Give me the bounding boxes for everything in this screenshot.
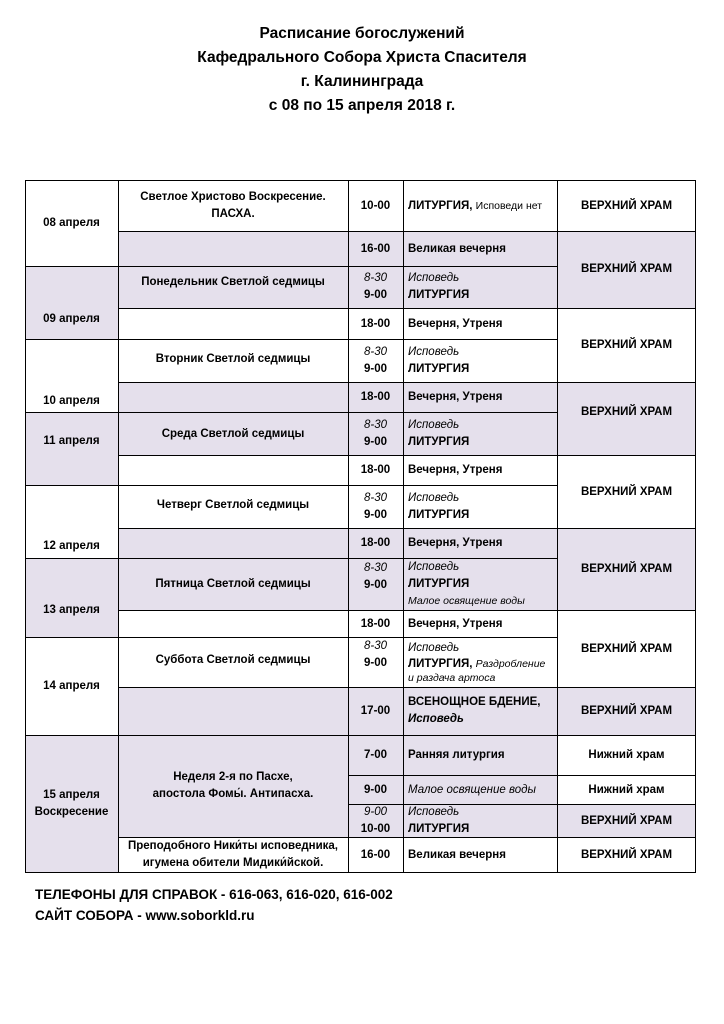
site-line: САЙТ СОБОРА - www.soborkld.ru: [35, 908, 255, 923]
time-cell: 16-00: [348, 231, 403, 266]
feast-label: Вторник Светлой седмицы: [155, 353, 311, 365]
place-cell: Нижний храм: [588, 783, 665, 796]
feast-cell-empty: [118, 231, 348, 266]
date-cell: 12 апреля: [43, 539, 100, 552]
feast-cell-empty: [118, 382, 348, 412]
feast-cell: Среда Светлой седмицы: [118, 412, 348, 455]
date-cell: 13 апреля: [25, 558, 118, 637]
place-cell: ВЕРХНИЙ ХРАМ: [580, 642, 673, 655]
feast-cell-empty: [118, 455, 348, 485]
service-cell: Исповедь ЛИТУРГИЯ: [403, 804, 557, 837]
feast-cell-empty: [118, 528, 348, 558]
service-cell: Вечерня, Утреня: [408, 317, 503, 330]
service-cell: Ранняя литургия: [403, 735, 557, 775]
service-cell: Вечерня, Утреня: [408, 464, 503, 476]
date-cell: 14 апреля: [43, 680, 100, 692]
feast-cell: Понедельник Светлой седмицы: [118, 266, 348, 308]
footer: [35, 884, 393, 926]
service-cell: Исповедь ЛИТУРГИЯ: [408, 345, 470, 375]
feast-cell-empty: [118, 610, 348, 637]
service-cell: Вечерня, Утреня: [403, 382, 557, 412]
feast-cell: Пятница Светлой седмицы: [118, 558, 348, 610]
time-cell: 9-00 10-00: [348, 804, 403, 837]
title-line-3: г. Калининграда: [300, 73, 424, 90]
date-cell: 10 апреля: [43, 394, 100, 407]
feast-cell-empty: [118, 687, 348, 735]
date-cell: 15 апреля Воскресение: [25, 735, 118, 873]
place-cell: ВЕРХНИЙ ХРАМ: [557, 804, 696, 837]
service-cell: Великая вечерня: [403, 231, 557, 266]
place-cell: Нижний храм: [588, 749, 665, 761]
date-cell: 11 апреля: [25, 412, 118, 485]
title-line-4: с 08 по 15 апреля 2018 г.: [268, 97, 456, 114]
title-line-2: Кафедрального Собора Христа Спасителя: [197, 49, 527, 66]
time-cell: 18-00: [360, 617, 391, 630]
service-cell: Вечерня, Утреня: [408, 617, 503, 630]
service-cell: Исповедь ЛИТУРГИЯ: [403, 412, 557, 455]
time-cell: 18-00: [360, 317, 391, 330]
time-cell: 16-00: [360, 849, 391, 861]
service-cell: Великая вечерня: [408, 849, 506, 861]
service-cell: Исповедь ЛИТУРГИЯ, Раздробление и раздача артоса: [408, 641, 546, 684]
time-cell: 8-30 9-00: [348, 558, 403, 610]
time-cell: 18-00: [360, 464, 391, 476]
phones-line: ТЕЛЕФОНЫ ДЛЯ СПРАВОК - 616-063, 616-020, 616-002: [35, 887, 393, 902]
feast-cell: Суббота Светлой седмицы: [155, 654, 311, 666]
title-line-1: Расписание богослужений: [259, 25, 465, 42]
service-cell: Исповедь ЛИТУРГИЯ: [403, 266, 557, 308]
time-cell: 8-30 9-00: [348, 266, 403, 308]
feast-cell-empty: [118, 308, 348, 339]
feast-cell: Преподобного Ники́ты исповедника, игумена обители Мидики́йской.: [127, 840, 339, 869]
service-cell: ВСЕНОЩНОЕ БДЕНИЕ, Исповедь: [403, 687, 557, 735]
time-cell: 18-00: [348, 382, 403, 412]
place-cell: ВЕРХНИЙ ХРАМ: [580, 339, 673, 351]
place-cell: ВЕРХНИЙ ХРАМ: [580, 485, 673, 498]
time-cell: 18-00: [348, 528, 403, 558]
feast-cell: Четверг Светлой седмицы: [156, 498, 310, 511]
service-cell: Исповедь ЛИТУРГИЯ Малое освящение воды: [403, 558, 557, 610]
time-cell: 8-30 9-00: [363, 491, 388, 521]
place-cell: ВЕРХНИЙ ХРАМ: [557, 382, 696, 455]
service-cell: Вечерня, Утреня: [403, 528, 557, 558]
place-cell: ВЕРХНИЙ ХРАМ: [557, 528, 696, 610]
time-cell: 8-30 9-00: [363, 345, 388, 375]
place-cell: ВЕРХНИЙ ХРАМ: [580, 199, 673, 212]
service-cell: Исповедь ЛИТУРГИЯ: [408, 491, 470, 521]
place-cell: ВЕРХНИЙ ХРАМ: [580, 849, 673, 861]
feast-cell: Неделя 2-я по Пасхе, апостола Фомы́. Антипасха.: [118, 735, 348, 837]
date-cell: 09 апреля: [25, 266, 118, 339]
place-cell: ВЕРХНИЙ ХРАМ: [557, 687, 696, 735]
service-cell: ЛИТУРГИЯ, Исповеди нет: [408, 199, 543, 212]
service-cell: Малое освящение воды: [403, 775, 557, 804]
place-cell: ВЕРХНИЙ ХРАМ: [557, 231, 696, 308]
feast-cell: Светлое Христово Воскресение. ПАСХА.: [140, 190, 326, 220]
time-cell: 10-00: [360, 199, 391, 212]
time-cell: 8-30 9-00: [363, 640, 388, 669]
time-cell: 7-00: [348, 735, 403, 775]
time-cell: 17-00: [348, 687, 403, 735]
date-cell: 08 апреля: [43, 217, 100, 229]
time-cell: 9-00: [348, 775, 403, 804]
time-cell: 8-30 9-00: [348, 412, 403, 455]
